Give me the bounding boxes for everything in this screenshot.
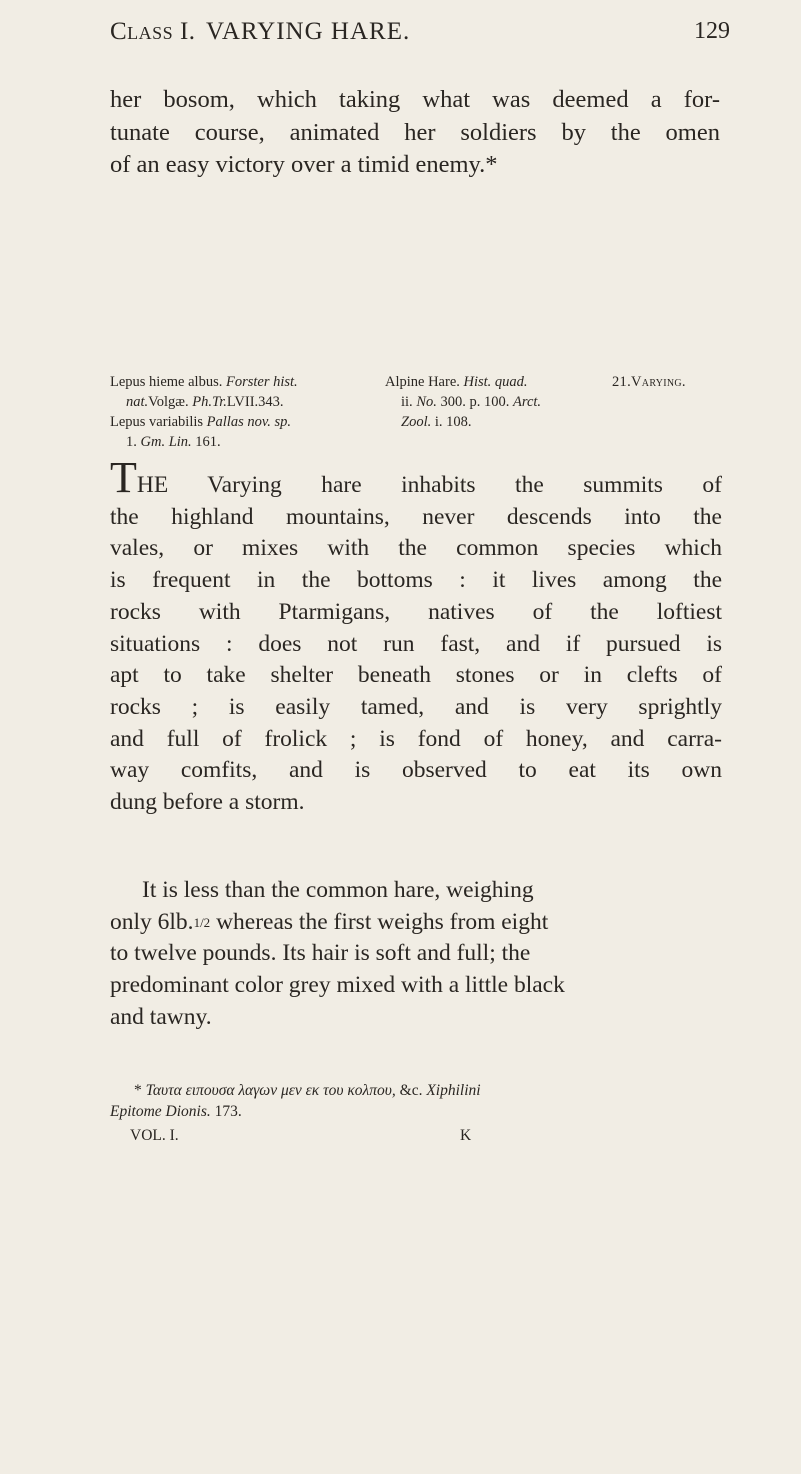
body-line: situations : does not run fast, and if pursued is [110, 630, 722, 657]
synonym-ref: Ph.Tr. [192, 394, 227, 410]
intro-line: her bosom, which taking what was deemed a for- [110, 86, 720, 113]
synonyms-middle [385, 372, 541, 432]
body-line [110, 907, 722, 939]
synonym-text: 300. p. 100. [440, 394, 510, 410]
body-line: the highland mountains, never descends into the [110, 503, 722, 530]
synonym-ref: Pallas nov. sp. [206, 414, 291, 430]
body-line: is frequent in the bottoms : it lives among the [110, 567, 722, 594]
footnote-etc: &c. [399, 1082, 423, 1099]
footnote-page: 173. [214, 1103, 242, 1120]
synonym-ref: Arct. [512, 394, 542, 410]
size-paragraph [110, 875, 722, 1034]
body-line [110, 453, 722, 502]
body-line: and full of frolick ; is fond of honey, and carra- [110, 725, 722, 752]
page-number: 129 [694, 18, 730, 44]
synonym-text: ii. [401, 394, 413, 410]
synonym-ref: Zool. [401, 414, 432, 430]
body-line: vales, or mixes with the common species which [110, 535, 722, 562]
footnote-greek: Ταυτα ειπουσα λαγων μεν εκ του κολπου, [145, 1082, 396, 1099]
weight-text-rest: whereas the first weighs from eight [210, 908, 549, 935]
gathering-mark: K [460, 1127, 472, 1144]
body-line: rocks with Ptarmigans, natives of the loftiest [110, 598, 722, 625]
intro-line: tunate course, animated her soldiers by the omen [110, 118, 720, 146]
body-line-text: HE Varying hare inhabits the summits of [136, 472, 722, 498]
weight-text: only 6lb. [110, 908, 194, 935]
class-label: Class I. [110, 18, 196, 45]
body-line: way comfits, and is observed to eat its own [110, 757, 722, 784]
description-paragraph [110, 453, 722, 819]
synonym-ref: Gm. Lin. [140, 434, 192, 450]
volume-signature: VOL. I. [130, 1127, 179, 1144]
body-line: It is less than the common hare, weighing [142, 877, 534, 903]
species-label [612, 372, 686, 392]
drop-capital: T [110, 453, 137, 502]
footnote-author: Xiphilini [426, 1082, 481, 1099]
synonym-ref: Hist. quad. [463, 374, 528, 390]
body-line: dung before a storm. [110, 789, 305, 816]
intro-paragraph [110, 84, 720, 182]
body-line: and tawny. [110, 1003, 212, 1030]
synonym-ref: nat. [126, 394, 149, 410]
body-line: apt to take shelter beneath stones or in clefts of [110, 662, 722, 689]
species-number-label: 21.Varying. [612, 374, 686, 390]
synonym-text: 161. [195, 434, 221, 450]
body-line: to twelve pounds. Its hair is soft and full; the [110, 940, 531, 967]
intro-line: of an easy victory over a timid enemy.* [110, 151, 498, 178]
body-line: rocks ; is easily tamed, and is very sprightly [110, 693, 722, 720]
page-title: VARYING HARE. [206, 18, 411, 45]
synonym-text: i. 108. [434, 414, 472, 430]
footnote-marker: * [134, 1082, 142, 1099]
synonym-text: 1. [126, 434, 137, 450]
synonyms-left [110, 372, 298, 452]
synonym-text: Alpine Hare. [385, 374, 460, 390]
running-header [110, 18, 730, 58]
synonym-text: LVII.343. [226, 394, 284, 410]
synonym-ref: Forster hist. [225, 374, 298, 390]
footnote [110, 1080, 481, 1122]
synonym-text: Lepus hieme albus. [110, 374, 223, 390]
footnote-work: Epitome Dionis. [110, 1103, 211, 1120]
synonym-ref: No. [416, 394, 437, 410]
weight-fraction: 1/2 [193, 914, 211, 930]
body-line: predominant color grey mixed with a little black [110, 972, 565, 999]
synonym-text: Lepus variabilis [110, 414, 204, 430]
synonym-text: Volgæ. [148, 394, 189, 410]
